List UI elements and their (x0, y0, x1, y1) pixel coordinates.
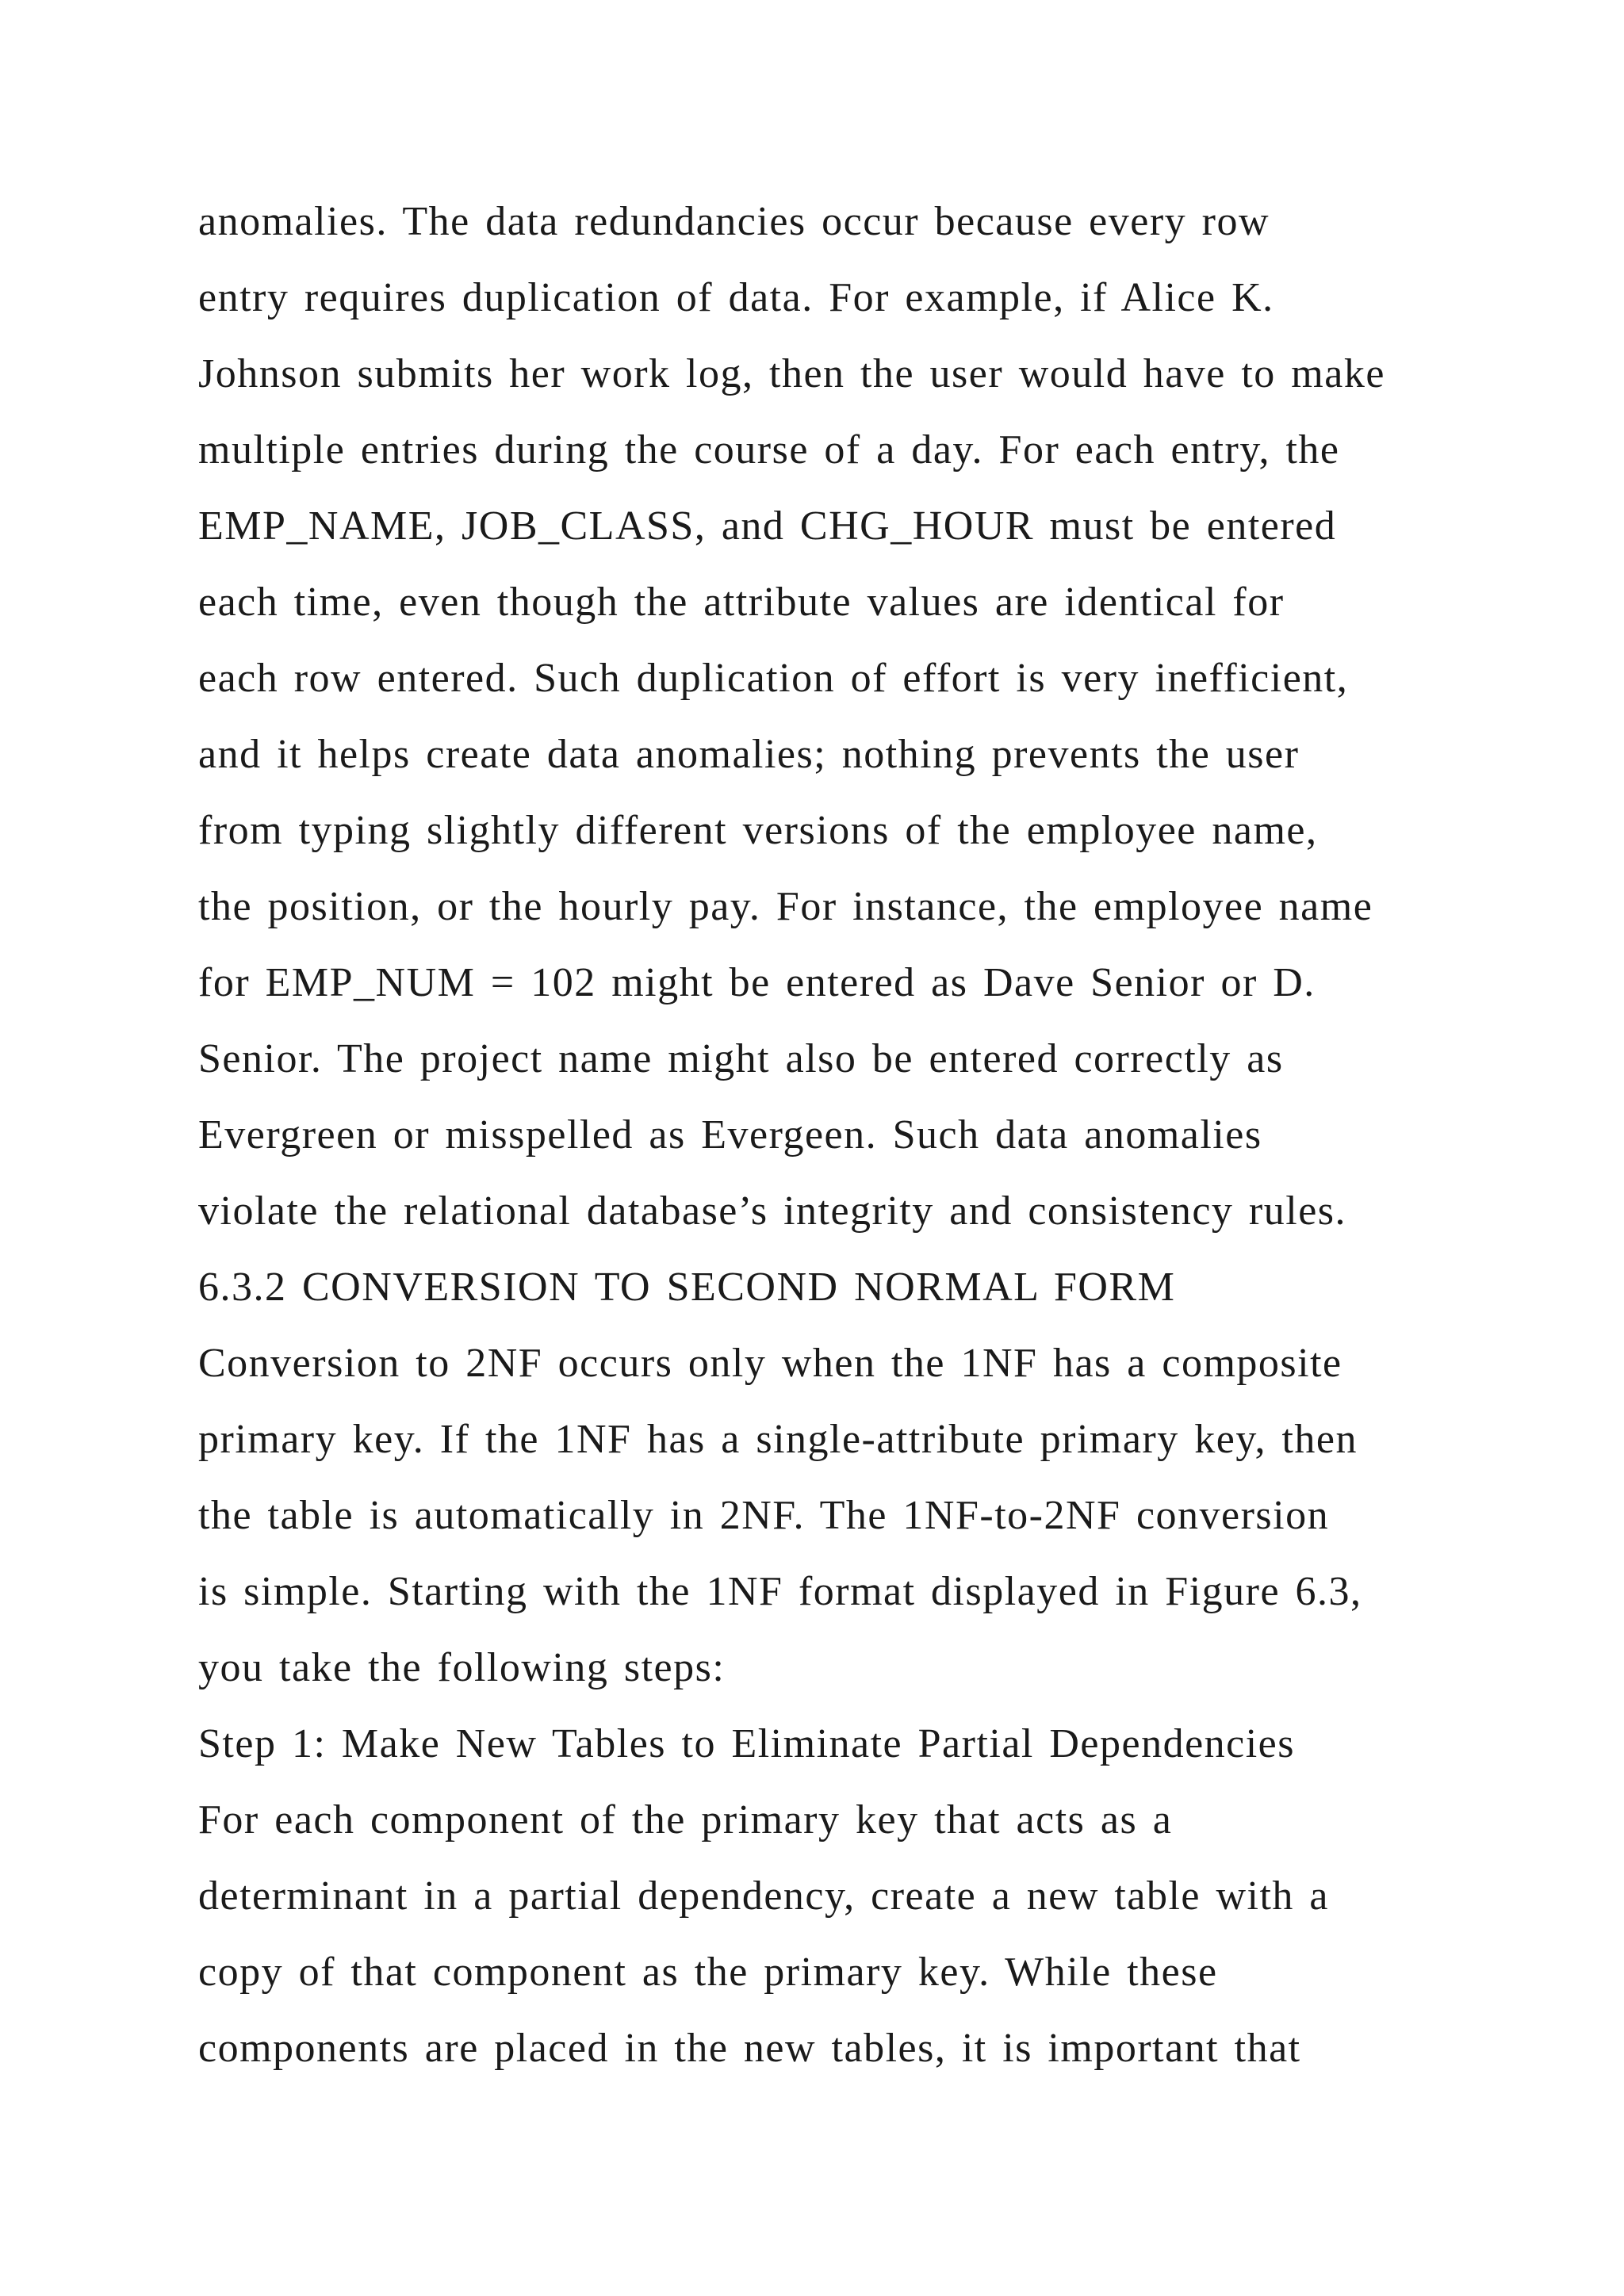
text-line: the position, or the hourly pay. For instance, the employee name (198, 884, 1373, 929)
text-line: Senior. The project name might also be entered correctly as (198, 1036, 1284, 1081)
step-heading: Step 1: Make New Tables to Eliminate Partial Dependencies (198, 1721, 1295, 1766)
section-heading: 6.3.2 CONVERSION TO SECOND NORMAL FORM (198, 1265, 1176, 1310)
text-line: violate the relational database’s integrity and consistency rules. (198, 1188, 1347, 1234)
text-line: the table is automatically in 2NF. The 1NF-to-2NF conversion (198, 1493, 1330, 1538)
text-line: each time, even though the attribute values are identical for (198, 580, 1285, 625)
text-line: determinant in a partial dependency, create a new table with a (198, 1873, 1330, 1919)
text-line: primary key. If the 1NF has a single-attribute primary key, then (198, 1417, 1358, 1462)
text-line: Conversion to 2NF occurs only when the 1NF has a composite (198, 1341, 1342, 1386)
text-line: anomalies. The data redundancies occur because every row (198, 199, 1270, 244)
text-line: Johnson submits her work log, then the user would have to make (198, 351, 1385, 396)
text-line: For each component of the primary key that acts as a (198, 1797, 1173, 1843)
text-line: multiple entries during the course of a day. For each entry, the (198, 427, 1340, 473)
text-line: EMP_NAME, JOB_CLASS, and CHG_HOUR must be entered (198, 503, 1337, 549)
text-line: is simple. Starting with the 1NF format displayed in Figure 6.3, (198, 1569, 1362, 1614)
body-text (198, 184, 1483, 2087)
text-line: from typing slightly different versions of the employee name, (198, 808, 1318, 853)
text-line: entry requires duplication of data. For example, if Alice K. (198, 275, 1274, 320)
text-line: components are placed in the new tables, it is important that (198, 2026, 1301, 2071)
text-line: for EMP_NUM = 102 might be entered as Dave Senior or D. (198, 960, 1316, 1005)
text-line: and it helps create data anomalies; nothing prevents the user (198, 732, 1300, 777)
text-line: Evergreen or misspelled as Evergeen. Such data anomalies (198, 1112, 1262, 1158)
text-line: you take the following steps: (198, 1645, 726, 1690)
text-line: each row entered. Such duplication of effort is very inefficient, (198, 656, 1349, 701)
text-line: copy of that component as the primary key. While these (198, 1950, 1218, 1995)
